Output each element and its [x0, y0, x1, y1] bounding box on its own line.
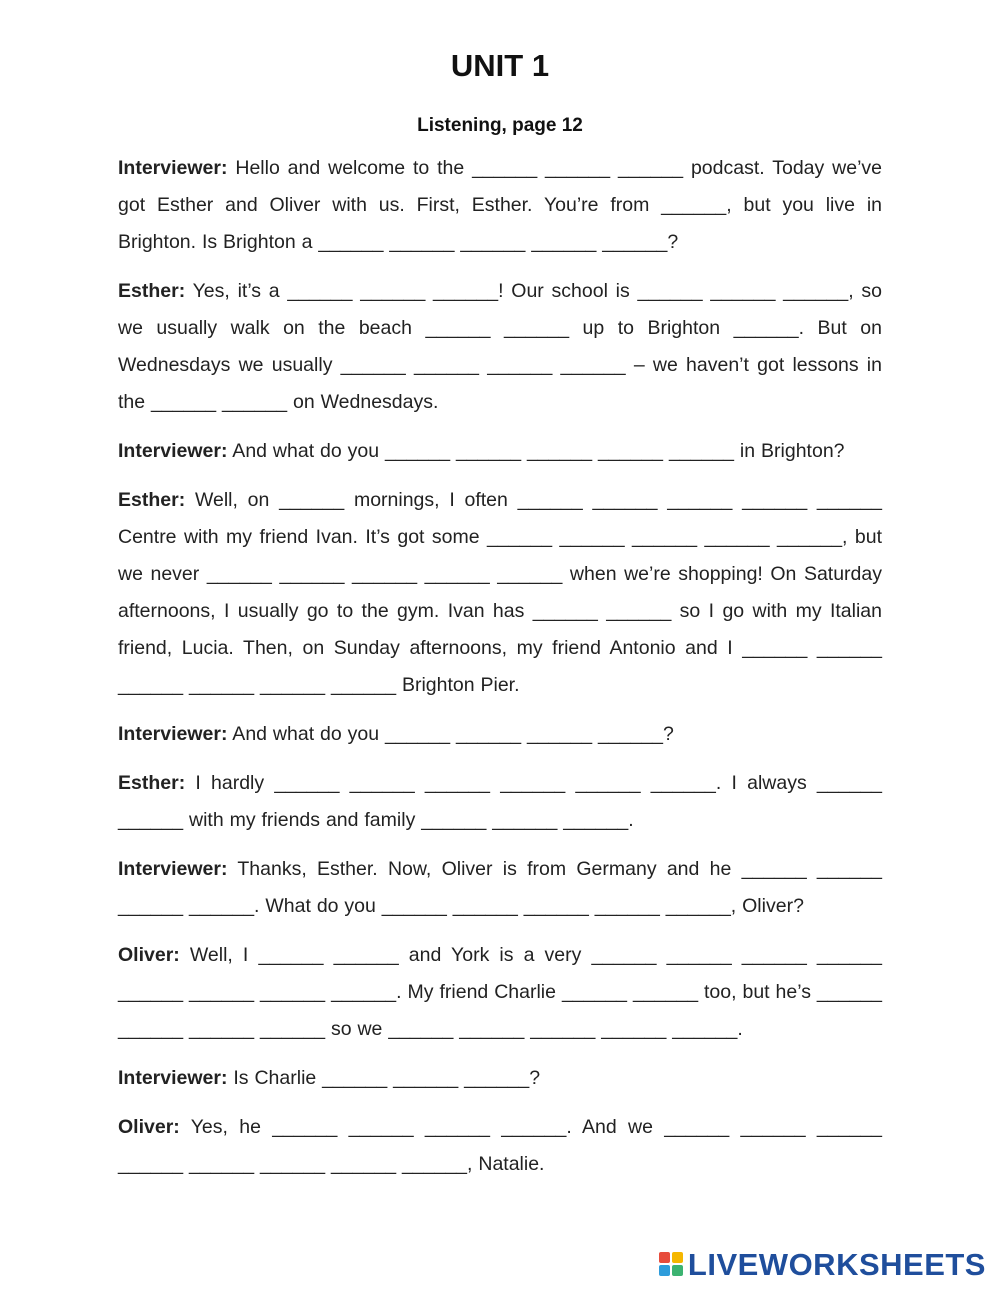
logo-text: LIVEWORKSHEETS: [687, 1247, 986, 1282]
dialogue-text: And what do you ______ ______ ______ ______ ______ in Brighton?: [227, 440, 845, 462]
speaker-label: Oliver:: [118, 1116, 180, 1138]
speaker-label: Interviewer:: [118, 858, 228, 880]
page-subtitle: Listening, page 12: [417, 115, 583, 136]
dialogue-text: And what do you ______ ______ ______ ______?: [227, 723, 674, 745]
speaker-label: Esther:: [118, 489, 186, 511]
speaker-label: Interviewer:: [118, 723, 228, 745]
dialogue-paragraph: [118, 1109, 882, 1183]
dialogue-text: Yes, it’s a ______ ______ ______! Our school is ______ ______ ______, so we usually walk on the beach ______ ______ up to Brighton ______. But on Wednesdays we usually ______ ______ ______ ______ – we haven’t got lessons in the ______ ______ on Wednesdays.: [118, 280, 882, 413]
dialogue-text: Hello and welcome to the ______ ______ ______ podcast. Today we’ve got Esther and Oliver with us. First, Esther. You’re from ______, but you live in Brighton. Is Brighton a ______ ______ ______ ______ ______?: [118, 157, 882, 253]
dialogue-text: I hardly ______ ______ ______ ______ ______ ______. I always ______ ______ with my friends and family ______ ______ ______.: [118, 772, 882, 831]
dialogue-text: Thanks, Esther. Now, Oliver is from Germany and he ______ ______ ______ ______. What do you ______ ______ ______ ______ ______, Oliver?: [118, 858, 882, 917]
dialogue-paragraph: [118, 433, 882, 470]
dialogue-paragraph: [118, 150, 882, 261]
dialogue-text: Well, on ______ mornings, I often ______ ______ ______ ______ ______ Centre with my friend Ivan. It’s got some ______ ______ ______ ______ ______, but we never ______ ______ ______ ______ ______ when we’re shopping! On Saturday afternoons, I usually go to the gym. Ivan has ______ ______ so I go with my Italian friend, Lucia. Then, on Sunday afternoons, my friend Antonio and I ______ ______ ______ ______ ______ ______ Brighton Pier.: [118, 489, 882, 696]
worksheet-page: [118, 0, 882, 1183]
speaker-label: Interviewer:: [118, 157, 228, 179]
speaker-label: Interviewer:: [118, 440, 228, 462]
dialogue-paragraph: [118, 716, 882, 753]
liveworksheets-logo-icon: [659, 1252, 685, 1278]
speaker-label: Oliver:: [118, 944, 180, 966]
dialogue-text: Yes, he ______ ______ ______ ______. And we ______ ______ ______ ______ ______ ______ ______ ______, Natalie.: [118, 1116, 882, 1175]
dialogue-paragraph: [118, 482, 882, 704]
speaker-label: Interviewer:: [118, 1067, 228, 1089]
liveworksheets-logo[interactable]: [659, 1247, 986, 1282]
speaker-label: Esther:: [118, 280, 186, 302]
dialogue-paragraph: [118, 937, 882, 1048]
dialogue-paragraph: [118, 1060, 882, 1097]
speaker-label: Esther:: [118, 772, 186, 794]
dialogue-paragraph: [118, 851, 882, 925]
dialogue-text: Is Charlie ______ ______ ______?: [227, 1067, 541, 1089]
page-title: UNIT 1: [450, 48, 550, 83]
dialogue-text: Well, I ______ ______ and York is a very ______ ______ ______ ______ ______ ______ ______ ______. My friend Charlie ______ ______ too, but he’s ______ ______ ______ ______ so we ______ ______ ______ ______ ______.: [118, 944, 882, 1040]
dialogue-paragraph: [118, 273, 882, 421]
dialogue-paragraph: [118, 765, 882, 839]
